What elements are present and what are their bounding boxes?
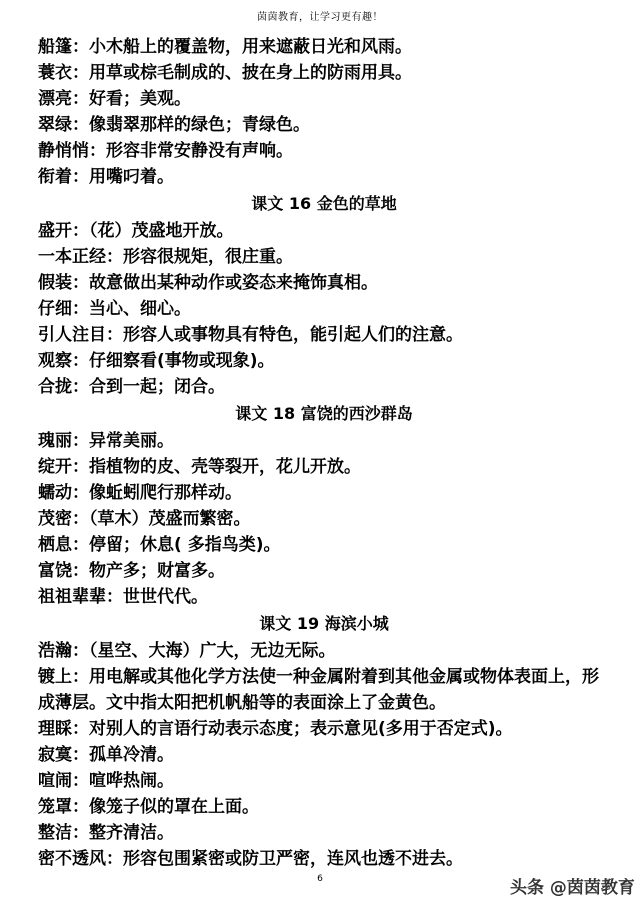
vocab-definition: 整齐清洁。	[89, 823, 174, 843]
vocab-entry	[38, 454, 610, 480]
vocab-definition: 异常美丽。	[89, 431, 174, 451]
vocab-entry	[38, 218, 610, 244]
vocab-term: 绽开：	[38, 457, 89, 477]
vocab-entry	[38, 270, 610, 296]
vocab-term: 翠绿：	[38, 115, 89, 135]
vocab-definition: 合到一起；闭合。	[89, 377, 225, 397]
vocab-entry	[38, 164, 610, 190]
vocab-term: 镀上：	[38, 667, 89, 687]
vocab-term: 蓑衣：	[38, 63, 89, 83]
vocab-entry	[38, 60, 610, 86]
vocab-term: 蠕动：	[38, 483, 89, 503]
section-title: 课文 18 富饶的西沙群岛	[235, 404, 413, 423]
vocab-term: 一本正经：	[38, 247, 123, 267]
page-number: 6	[317, 874, 323, 884]
vocab-term: 富饶：	[38, 561, 89, 581]
vocab-entry	[38, 506, 610, 532]
vocab-entry	[38, 638, 610, 664]
vocab-term: 浩瀚：	[38, 641, 89, 661]
vocab-definition: 物产多；财富多。	[89, 561, 225, 581]
vocab-term: 引人注目：	[38, 325, 123, 345]
vocab-definition: 像蚯蚓爬行那样动。	[89, 483, 242, 503]
vocab-term: 茂密：	[38, 509, 89, 529]
vocab-term: 喧闹：	[38, 771, 89, 791]
vocab-term: 寂寞：	[38, 745, 89, 765]
vocab-term: 密不透风：	[38, 849, 123, 869]
vocab-entry	[38, 846, 610, 872]
vocab-definition: 喧哗热闹。	[89, 771, 174, 791]
vocab-entry	[38, 244, 610, 270]
vocab-entry	[38, 794, 610, 820]
vocab-term: 仔细：	[38, 299, 89, 319]
vocab-definition: 指植物的皮、壳等裂开，花儿开放。	[89, 457, 361, 477]
vocabulary-list	[38, 34, 610, 872]
vocab-definition: 用嘴叼着。	[89, 167, 174, 187]
vocab-term: 瑰丽：	[38, 431, 89, 451]
vocab-term: 祖祖辈辈：	[38, 587, 123, 607]
vocab-term: 静悄悄：	[38, 141, 106, 161]
vocab-entry	[38, 584, 610, 610]
vocab-entry	[38, 112, 610, 138]
vocab-definition: 形容非常安静没有声响。	[106, 141, 293, 161]
vocab-entry	[38, 138, 610, 164]
vocab-entry	[38, 820, 610, 846]
vocab-entry	[38, 664, 610, 716]
vocab-definition: 形容人或事物具有特色，能引起人们的注意。	[123, 325, 463, 345]
vocab-entry	[38, 716, 610, 742]
vocab-definition: （草木）茂盛而繁密。	[89, 509, 251, 529]
vocab-entry	[38, 374, 610, 400]
vocab-entry	[38, 348, 610, 374]
vocab-definition: 孤单冷清。	[89, 745, 174, 765]
vocab-term: 漂亮：	[38, 89, 89, 109]
vocab-definition: 停留；休息( 多指鸟类)。	[89, 535, 281, 555]
section-title: 课文 16 金色的草地	[251, 194, 397, 213]
vocab-definition: 像笼子似的罩在上面。	[89, 797, 259, 817]
vocab-entry	[38, 558, 610, 584]
vocab-definition: 对别人的言语行动表示态度；表示意见(多用于否定式)。	[89, 719, 513, 739]
vocab-entry	[38, 86, 610, 112]
vocab-term: 船篷：	[38, 37, 89, 57]
vocab-term: 盛开：	[38, 221, 89, 241]
vocab-definition: 像翡翠那样的绿色；青绿色。	[89, 115, 310, 135]
vocab-entry	[38, 428, 610, 454]
vocab-term: 理睬：	[38, 719, 89, 739]
vocab-definition: 世世代代。	[123, 587, 208, 607]
section-title: 课文 19 海滨小城	[259, 614, 389, 633]
vocab-definition: 小木船上的覆盖物，用来遮蔽日光和风雨。	[89, 37, 412, 57]
vocab-entry	[38, 322, 610, 348]
vocab-entry	[38, 532, 610, 558]
vocab-definition: 好看；美观。	[89, 89, 191, 109]
vocab-term: 笼罩：	[38, 797, 89, 817]
vocab-entry	[38, 480, 610, 506]
vocab-term: 假装：	[38, 273, 89, 293]
vocab-definition: 用电解或其他化学方法使一种金属附着到其他金属或物体表面上，形成薄层。文中指太阳把机帆船等的表面涂上了金黄色。	[38, 667, 599, 713]
watermark: 头条 @茵茵教育	[510, 878, 635, 898]
vocab-term: 栖息：	[38, 535, 89, 555]
vocab-term: 衔着：	[38, 167, 89, 187]
vocab-entry	[38, 296, 610, 322]
vocab-entry	[38, 742, 610, 768]
vocab-definition: （花）茂盛地开放。	[89, 221, 234, 241]
vocab-definition: 用草或棕毛制成的、披在身上的防雨用具。	[89, 63, 412, 83]
vocab-term: 整洁：	[38, 823, 89, 843]
page-header: 茵茵教育，让学习更有趣！	[257, 12, 383, 23]
vocab-definition: （星空、大海）广大，无边无际。	[89, 641, 336, 661]
vocab-definition: 仔细察看(事物或现象)。	[89, 351, 275, 371]
vocab-term: 合拢：	[38, 377, 89, 397]
vocab-term: 观察：	[38, 351, 89, 371]
vocab-entry	[38, 768, 610, 794]
vocab-definition: 当心、细心。	[89, 299, 191, 319]
vocab-definition: 故意做出某种动作或姿态来掩饰真相。	[89, 273, 378, 293]
vocab-definition: 形容包围紧密或防卫严密，连风也透不进去。	[123, 849, 463, 869]
vocab-definition: 形容很规矩，很庄重。	[123, 247, 293, 267]
vocab-entry	[38, 34, 610, 60]
